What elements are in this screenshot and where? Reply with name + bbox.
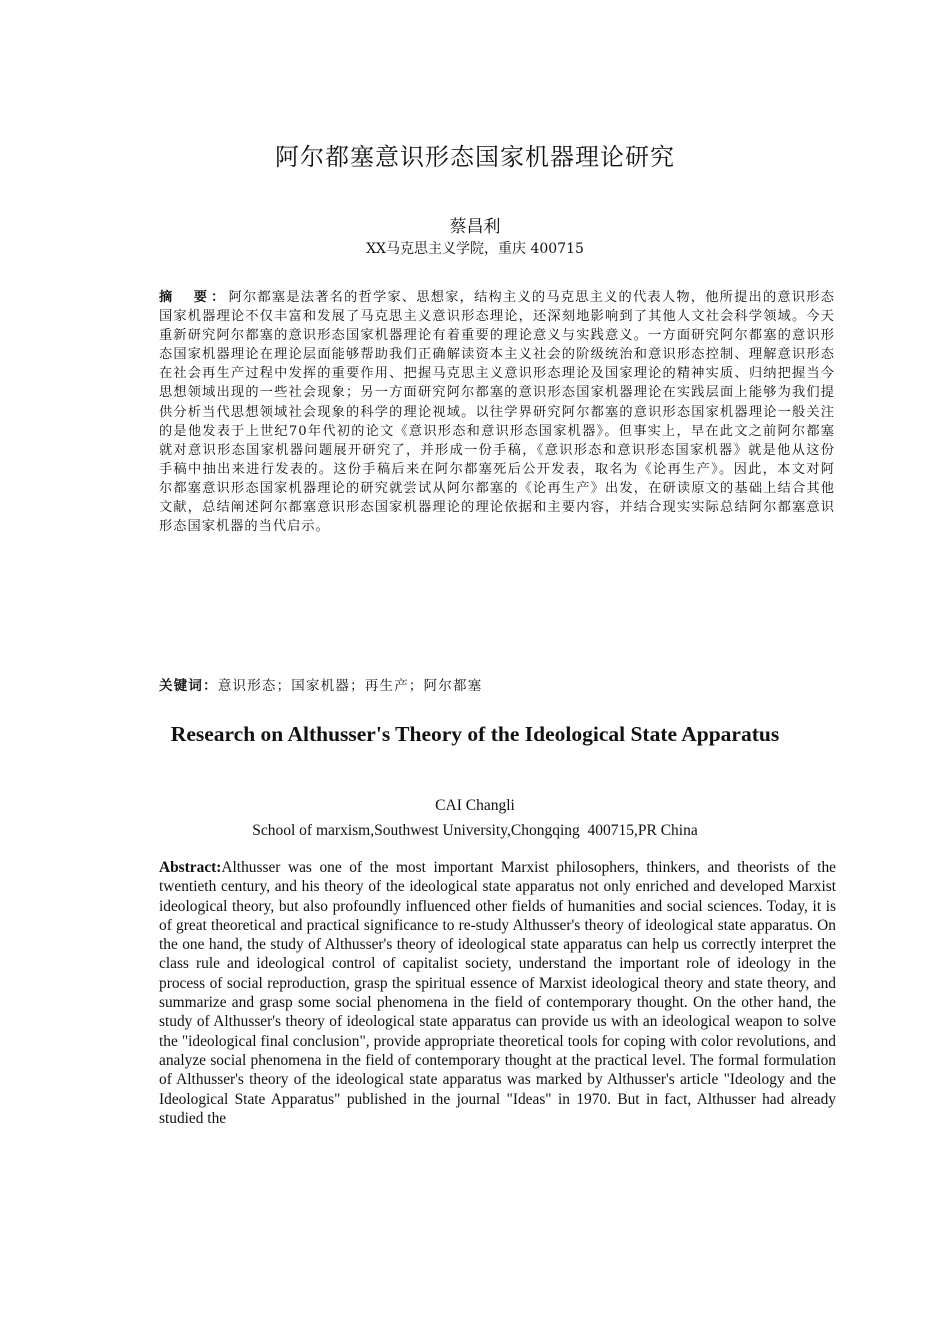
chinese-keywords-text: 意识形态；国家机器；再生产；阿尔都塞 <box>217 678 483 694</box>
chinese-keywords-label: 关键词： <box>159 678 218 694</box>
chinese-affiliation: XX马克思主义学院，重庆 400715 <box>366 241 584 257</box>
chinese-abstract-text: 阿尔都塞是法著名的哲学家、思想家，结构主义的马克思主义的代表人物，他所提出的意识形态国家机器理论不仅丰富和发展了马克思主义意识形态理论，还深刻地影响到了其他人文社会科学领域。今天重新研究阿尔都塞的意识形态国家机器理论有着重要的理论意义与实践意义。一方面研究阿尔都塞的意识形态国家机器理论在理论层面能够帮助我们正确解读资本主义社会的阶级统治和意识形态控制、理解意识形态在社会再生产过程中发挥的重要作用、把握马克思主义意识形态理论及国家理论的精神实质、归纳把握当今思想领域出现的一些社会现象；另一方面研究阿尔都塞的意识形态国家机器理论在实践层面上能够为我们提供分析当代思想领域社会现象的科学的理论视域。以往学界研究阿尔都塞的意识形态国家机器理论一般关注的是他发表于上世纪70年代初的论文《意识形态和意识形态国家机器》。但事实上，早在此文之前阿尔都塞就对意识形态国家机器问题展开研究了，并形成一份手稿，《意识形态和意识形态国家机器》就是他从这份手稿中抽出来进行发表的。这份手稿后来在阿尔都塞死后公开发表，取名为《论再生产》。因此，本文对阿尔都塞意识形态国家机器理论的研究就尝试从阿尔都塞的《论再生产》出发，在研读原文的基础上结合其他文献，总结阐述阿尔都塞意识形态国家机器理论的理论依据和主要内容，并结合现实实际总结阿尔都塞意识形态国家机器的当代启示。 <box>159 290 835 535</box>
english-title: Research on Althusser's Theory of the Ideological State Apparatus <box>170 722 780 746</box>
chinese-keywords <box>159 674 482 694</box>
chinese-author: 蔡昌利 <box>449 217 501 237</box>
english-abstract-text: Althusser was one of the most important Marxist philosophers, thinkers, and theorists of the twentieth century, and his theory of the ideological state apparatus not only enriched and developed Marxist ideological theory, but also profoundly influenced other fields of humanities and social sciences. Today, it is of great theoretical and practical significance to re-study Althusser's theory of ideological state apparatus. On the one hand, the study of Althusser's theory of ideological state apparatus can help us correctly interpret the class rule and ideological control of capitalist society, understand the important role of ideology in the process of social reproduction, grasp the spiritual essence of Marxist ideological theory and state theory, and summarize and grasp some social phenomena in the field of contemporary thought. On the other hand, the study of Althusser's theory of ideological state apparatus can provide us with an ideological weapon to solve the "ideological final conclusion", provide appropriate theoretical tools for coping with color revolutions, and analyze social phenomena in the field of contemporary thought at the practical level. The formal formulation of Althusser's theory of the ideological state apparatus was marked by Althusser's article "Ideology and the Ideological State Apparatus" published in the journal "Ideas" in 1970. But in fact, Althusser had already studied the <box>159 859 836 1127</box>
chinese-abstract <box>159 288 835 536</box>
chinese-abstract-label: 摘 要： <box>159 290 229 305</box>
chinese-title: 阿尔都塞意识形态国家机器理论研究 <box>275 143 675 171</box>
english-author: CAI Changli <box>435 797 515 814</box>
english-abstract-label: Abstract: <box>159 859 222 876</box>
english-affiliation: School of marxism,Southwest University,Chongqing 400715,PR China <box>252 822 698 839</box>
english-abstract <box>159 858 836 1128</box>
